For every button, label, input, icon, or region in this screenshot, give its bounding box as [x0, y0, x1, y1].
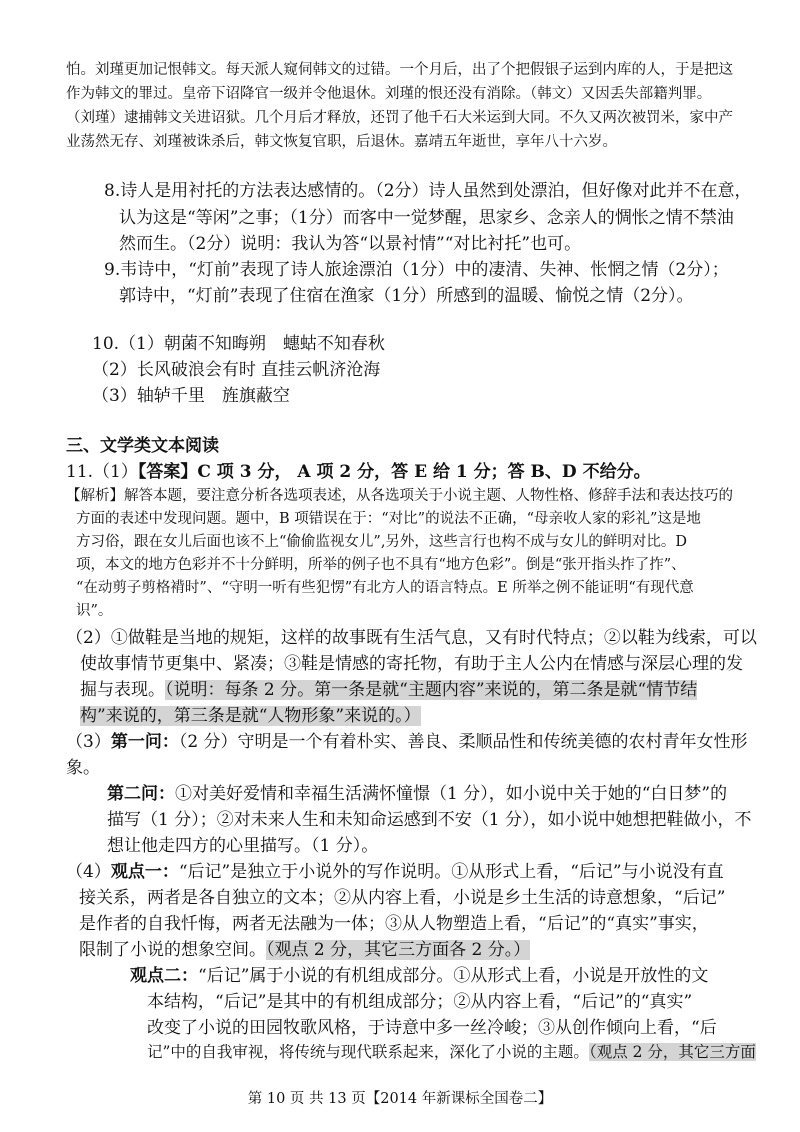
intro-line: 业荡然无存、刘瑾被诛杀后，韩文恢复官职，后退休。嘉靖五年逝世，享年八十六岁。: [66, 134, 617, 150]
q8-line: 8.诗人是用衬托的方法表达感情的。（2分）诗人虽然到处漂泊，但好像对此并不在意，: [104, 181, 752, 201]
q11-3-line: 想让他走四方的心里描写。（1 分）。: [107, 836, 379, 856]
q11-2-line: [80, 701, 421, 726]
q11-4-line: 改变了小说的田园牧歌风格，于诗意中多一丝冷峻；③从创作倾向上看，“后: [147, 1018, 717, 1038]
q9-line: 9.韦诗中，“灯前”表现了诗人旅途漂泊（1分）中的凄清、失神、怅惘之情（2分）；: [104, 260, 729, 280]
intro-line: （刘瑾）逮捕韩文关进诏狱。几个月后才释放，还罚了他千石大米运到大同。不久又两次被罚米，家中产: [66, 110, 733, 126]
q11-4-scoring-note: （观点 2 分，其它三方面: [588, 1043, 756, 1061]
q11-3-text: ①对美好爱情和幸福生活满怀憧憬（1 分），如小说中关于她的“白日梦”的: [175, 784, 728, 804]
q11-3-line: 象。: [66, 758, 100, 778]
q11-4-text: 限制了小说的想象空间。: [79, 940, 266, 960]
q10-line: 10.（1）朝菌不知晦朔 蟪蛄不知春秋: [92, 334, 385, 354]
q11-4-text: “后记”是独立于小说外的写作说明。①从形式上看，“后记”与小说没有直: [178, 862, 724, 882]
q11-1-line: [66, 457, 651, 482]
q11-3-text: （2 分）守明是一个有着朴实、善良、柔顺品性和传统美德的农村青年女性形: [178, 732, 748, 752]
analysis-line: “在动剪子剪格褙时”、“守明一听有些犯愣”有北方人的语言特点。E 所举之例不能证明“有现代意: [76, 580, 694, 596]
q11-4-line: [147, 1040, 756, 1062]
q11-2-scoring-note: （说明：每条 2 分。第一条是就“主题内容”来说的，第二条是就“情节结: [165, 680, 698, 700]
q11-3-label: 第一问：: [110, 732, 179, 752]
q8-line: 认为这是“等闲”之事；（1分）而客中一觉梦醒，思家乡、念亲人的惆怅之情不禁油: [119, 208, 734, 228]
q10-line: （3）轴轳千里 旌旗蔽空: [92, 386, 290, 406]
q11-2-line: [80, 675, 697, 700]
section-title: 三、文学类文本阅读: [66, 436, 219, 456]
q11-3-line: 描写（1 分）；②对未来人生和未知命运感到不安（1 分），如小说中她想把鞋做小，不: [107, 810, 752, 830]
analysis-line: 【解析】解答本题，要注意分析各选项表述，从各选项关于小说主题、人物性格、修辞手法和表达技巧的: [66, 488, 733, 504]
q8-line: 然而生。（2分）说明：我认为答“以景衬情”“对比衬托”也可。: [119, 234, 582, 254]
analysis-line: 识”。: [76, 603, 113, 619]
q9-line: 郭诗中，“灯前”表现了住宿在渔家（1分）所感到的温暖、愉悦之情（2分）。: [119, 286, 694, 306]
q11-2-text: 掘与表现。: [80, 680, 165, 700]
q11-3-line: [66, 727, 748, 752]
q11-3-label: 第二问：: [107, 784, 175, 804]
q11-4-scoring-note: （观点 2 分，其它三方面各 2 分。）: [266, 940, 531, 960]
page-footer: 第 10 页 共 13 页【2014 年新课标全国卷二】: [247, 1091, 553, 1107]
q11-4-line: [130, 961, 708, 986]
q11-4-line: [66, 857, 724, 882]
q11-4-text: 记”中的自我审视，将传统与现代联系起来，深化了小说的主题。: [147, 1043, 589, 1061]
q11-2-line: （2）①做鞋是当地的规矩，这样的故事既有生活气息，又有时代特点；②以鞋为线索，可以: [66, 628, 757, 648]
intro-line: 怕。刘瑾更加记恨韩文。每天派人窥伺韩文的过错。一个月后，出了个把假银子运到内库的人，于是把这: [66, 62, 733, 78]
analysis-line: 项，本文的地方色彩并不十分鲜明，所举的例子也不具有“地方色彩”。倒是“张开指头拃了拃”、: [76, 557, 686, 573]
q11-4-line: [79, 935, 530, 960]
q11-4-line: 本结构，“后记”是其中的有机组成部分；②从内容上看，“后记”的“真实”: [147, 992, 693, 1012]
analysis-line: 方面的表述中发现问题。题中，B 项错误在于：“对比”的说法不正确，“母亲收人家的彩礼”这是地: [76, 511, 701, 527]
q11-2-line: 使故事情节更集中、紧凑；③鞋是情感的寄托物，有助于主人公内在情感与深层心理的发: [80, 654, 743, 674]
q10-line: （2）长风破浪会有时 直挂云帆济沧海: [92, 360, 381, 380]
q11-3-prefix: （3）: [66, 732, 111, 752]
q11-1-prefix: 11.（1）: [66, 462, 138, 482]
q11-4-label: 观点二：: [130, 966, 198, 986]
q11-4-prefix: （4）: [66, 862, 111, 882]
q11-4-text: “后记”属于小说的有机组成部分。①从形式上看，小说是开放性的文: [198, 966, 709, 986]
analysis-line: 方习俗，跟在女儿后面也该不上“偷偷监视女儿”,另外，这些言行也构不成与女儿的鲜明对比。D: [76, 534, 688, 550]
q11-3-line: [107, 779, 727, 804]
q11-1-answer: 【答案】C 项 3 分， A 项 2 分，答 E 给 1 分；答 B、D 不给分。: [137, 462, 651, 482]
q11-4-line: 是作者的自我忏悔，两者无法融为一体；③从人物塑造上看，“后记”的“真实”事实，: [79, 914, 709, 934]
intro-line: 作为韩文的罪过。皇帝下诏降官一级并令他退休。刘瑾的恨还没有消除。（韩文）又因丢失部籍判罪。: [66, 86, 712, 102]
q11-4-label: 观点一：: [110, 862, 179, 882]
q11-2-scoring-note: 构”来说的，第三条是就“人物形象”来说的。）: [80, 706, 421, 726]
q11-4-line: 接关系，两者是各自独立的文本；②从内容上看，小说是乡土生活的诗意想象，“后记”: [79, 888, 726, 908]
